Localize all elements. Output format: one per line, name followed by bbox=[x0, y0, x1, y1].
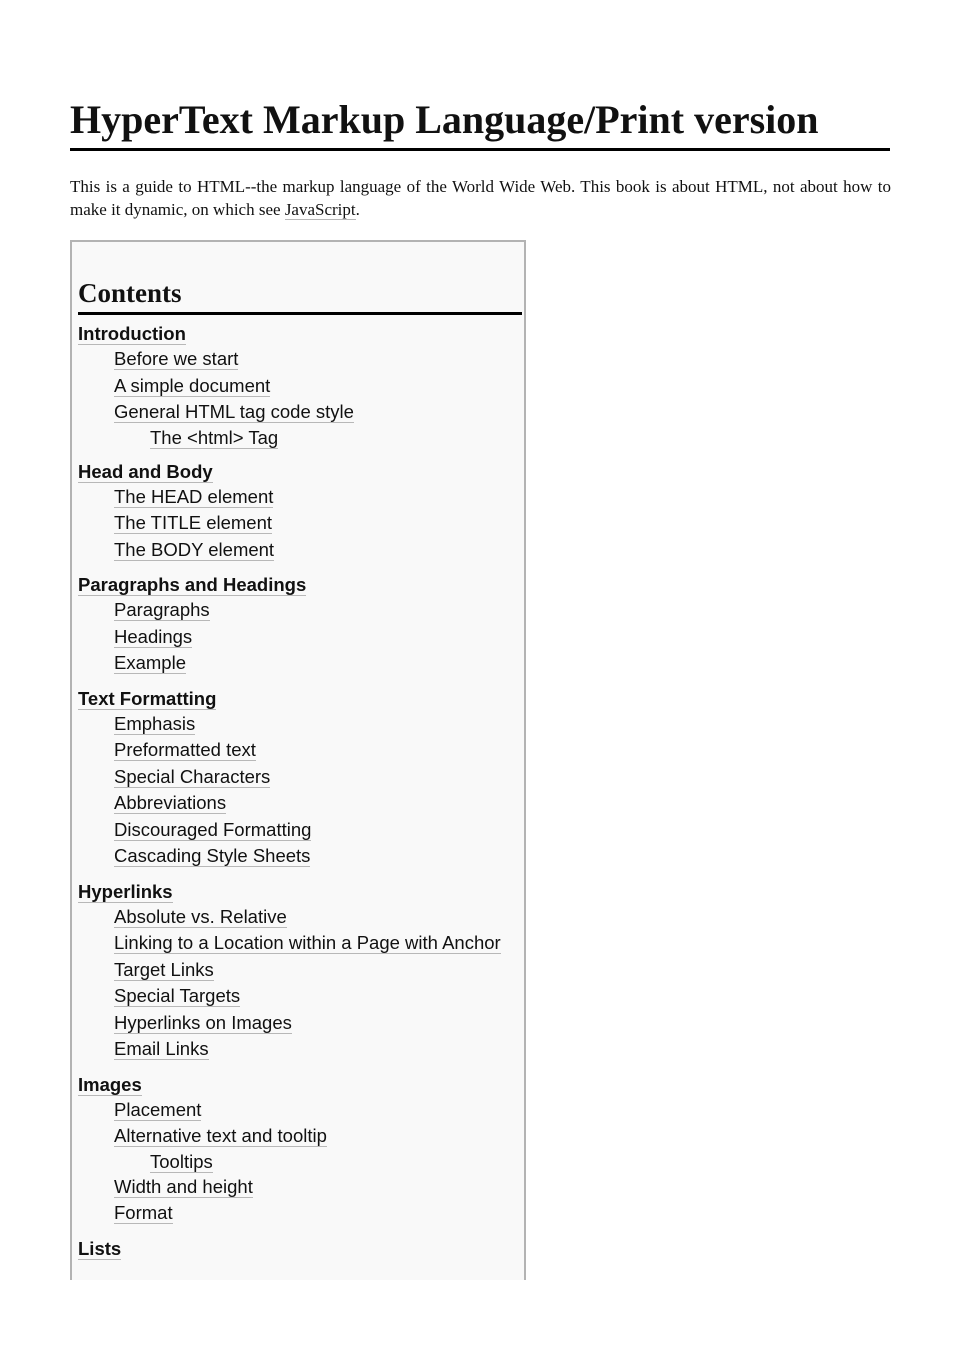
toc-item-link[interactable]: Hyperlinks on Images bbox=[114, 1011, 292, 1033]
toc-item-absolute-vs-relative bbox=[78, 904, 524, 931]
toc-subitem-the-html-tag bbox=[78, 426, 524, 450]
page-title: HyperText Markup Language/Print version bbox=[70, 96, 890, 151]
toc-item-hyperlinks-on-images bbox=[78, 1010, 524, 1037]
toc-heading: Contents bbox=[78, 276, 522, 315]
toc-item-link[interactable]: The HEAD element bbox=[114, 485, 274, 507]
toc-section-introduction bbox=[78, 322, 524, 346]
toc-section-link[interactable]: Hyperlinks bbox=[78, 880, 173, 902]
toc-item-link[interactable]: Before we start bbox=[114, 348, 239, 369]
toc-item-link[interactable]: Abbreviations bbox=[114, 792, 227, 813]
toc-item-link[interactable]: Email Links bbox=[114, 1038, 209, 1059]
toc-item-link[interactable]: Preformatted text bbox=[114, 739, 256, 760]
toc-section-link[interactable]: Text Formatting bbox=[78, 687, 217, 709]
toc-section-link[interactable]: Introduction bbox=[78, 323, 186, 344]
toc-item-paragraphs bbox=[78, 597, 524, 624]
toc-item-email-links bbox=[78, 1036, 524, 1063]
toc-section-head-and-body bbox=[78, 460, 524, 484]
toc-item-link[interactable]: Alternative text and tooltip bbox=[114, 1125, 327, 1146]
toc-section-text-formatting bbox=[78, 687, 524, 711]
toc-item-placement bbox=[78, 1097, 524, 1124]
toc-section-lists bbox=[78, 1237, 524, 1261]
toc-section-link[interactable]: Head and Body bbox=[78, 460, 213, 482]
toc-item-preformatted-text bbox=[78, 737, 524, 764]
javascript-link[interactable]: JavaScript bbox=[284, 200, 356, 219]
toc-item-emphasis bbox=[78, 711, 524, 738]
toc-item-link[interactable]: Paragraphs bbox=[114, 599, 210, 620]
toc-item-special-characters bbox=[78, 764, 524, 791]
toc-item-alternative-text-and-tooltip bbox=[78, 1123, 524, 1150]
toc-item-format bbox=[78, 1200, 524, 1227]
toc-item-link[interactable]: Special Targets bbox=[114, 985, 241, 1006]
toc-item-discouraged-formatting bbox=[78, 817, 524, 844]
toc-item-link[interactable]: Emphasis bbox=[114, 712, 196, 734]
toc-item-linking-to-a-location-within-a-page-with-anchor bbox=[78, 930, 524, 957]
toc-item-the-title-element bbox=[78, 510, 524, 537]
toc-item-link[interactable]: Width and height bbox=[114, 1175, 253, 1197]
toc-section-hyperlinks bbox=[78, 880, 524, 904]
toc-item-link[interactable]: Special Characters bbox=[114, 765, 271, 787]
toc-subitem-link[interactable]: Tooltips bbox=[150, 1150, 213, 1172]
toc-item-link[interactable]: The TITLE element bbox=[114, 512, 273, 533]
toc-item-width-and-height bbox=[78, 1174, 524, 1201]
toc-section-link[interactable]: Images bbox=[78, 1073, 142, 1095]
toc-item-a-simple-document bbox=[78, 373, 524, 400]
toc-item-target-links bbox=[78, 957, 524, 984]
toc-item-the-head-element bbox=[78, 484, 524, 511]
intro-end: . bbox=[355, 200, 360, 219]
toc-item-before-we-start bbox=[78, 346, 524, 373]
toc-item-cascading-style-sheets bbox=[78, 843, 524, 870]
toc-item-example bbox=[78, 650, 524, 677]
toc-item-abbreviations bbox=[78, 790, 524, 817]
toc-item-headings bbox=[78, 624, 524, 651]
toc-item-link[interactable]: The BODY element bbox=[114, 538, 275, 560]
toc-section-link[interactable]: Lists bbox=[78, 1237, 122, 1259]
toc-item-link[interactable]: Format bbox=[114, 1202, 173, 1223]
toc-item-link[interactable]: Headings bbox=[114, 625, 193, 647]
toc-item-general-html-tag-code-style bbox=[78, 399, 524, 426]
toc-item-link[interactable]: Placement bbox=[114, 1098, 202, 1120]
toc-item-link[interactable]: Example bbox=[114, 652, 186, 673]
toc-section-paragraphs-and-headings bbox=[78, 573, 524, 597]
toc-subitem-link[interactable]: The <html> Tag bbox=[150, 426, 279, 448]
toc-item-link[interactable]: Target Links bbox=[114, 958, 214, 980]
intro-paragraph bbox=[70, 175, 891, 221]
table-of-contents bbox=[70, 240, 526, 1280]
toc-item-link[interactable]: Absolute vs. Relative bbox=[114, 905, 287, 927]
intro-text: This is a guide to HTML--the markup language of the World Wide Web. This book is about HTML, not about how to make it dynamic, on which see bbox=[70, 177, 891, 219]
toc-item-link[interactable]: General HTML tag code style bbox=[114, 401, 354, 422]
toc-item-link[interactable]: Cascading Style Sheets bbox=[114, 845, 311, 866]
toc-list bbox=[78, 322, 524, 1261]
toc-item-link[interactable]: A simple document bbox=[114, 374, 271, 396]
toc-item-the-body-element bbox=[78, 537, 524, 564]
toc-item-special-targets bbox=[78, 983, 524, 1010]
toc-item-link[interactable]: Linking to a Location within a Page with Anchor bbox=[114, 932, 501, 953]
toc-item-link[interactable]: Discouraged Formatting bbox=[114, 818, 312, 840]
toc-subitem-tooltips bbox=[78, 1150, 524, 1174]
toc-section-images bbox=[78, 1073, 524, 1097]
toc-section-link[interactable]: Paragraphs and Headings bbox=[78, 574, 307, 595]
